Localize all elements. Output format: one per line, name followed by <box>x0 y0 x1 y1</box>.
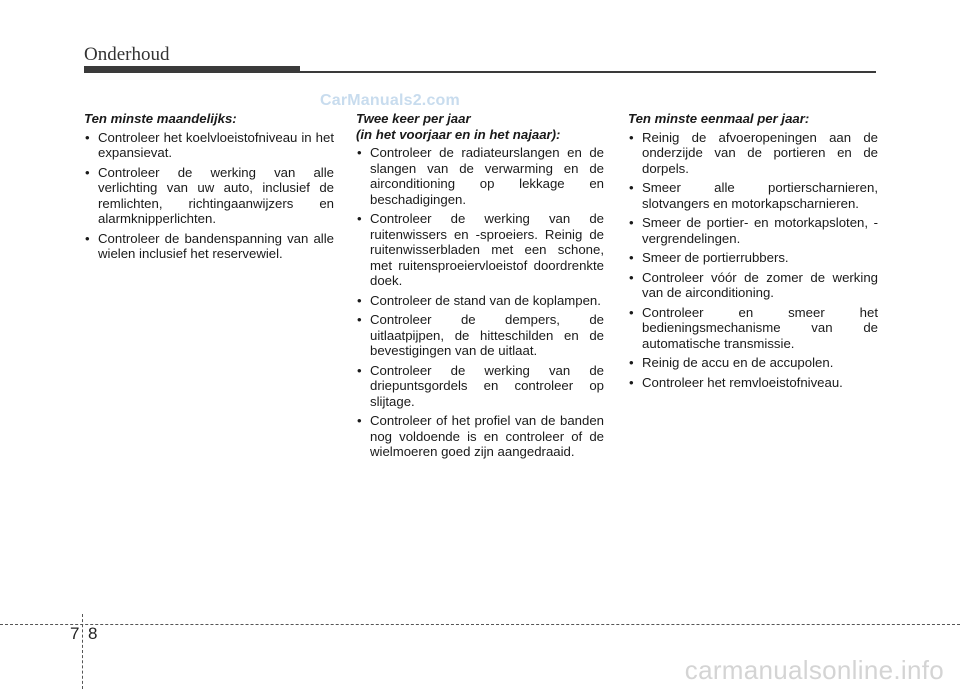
list-item: • Smeer alle portierscharnieren, slotvangers en motorkapscharnieren. <box>628 180 878 211</box>
header-bar <box>84 66 300 73</box>
page-title: Onderhoud <box>84 44 170 65</box>
list-item: • Controleer de dempers, de uitlaatpijpen, de hitteschilden en de bevestigingen van de uitlaat. <box>356 312 604 359</box>
column-heading: Ten minste eenmaal per jaar: <box>628 111 810 126</box>
list-item: • Controleer de bandenspanning van alle wielen inclusief het reservewiel. <box>84 231 334 262</box>
list-item: • Controleer vóór de zomer de werking van de airconditioning. <box>628 270 878 301</box>
column-heading: Twee keer per jaar (in het voorjaar en in het najaar): <box>356 111 561 142</box>
list-item: • Controleer en smeer het bedieningsmechanisme van de automatische transmissie. <box>628 305 878 352</box>
column-twice-yearly <box>356 111 604 464</box>
column-yearly <box>628 111 878 394</box>
maintenance-list <box>84 130 334 262</box>
maintenance-list <box>356 145 604 460</box>
list-item: • Reinig de accu en de accupolen. <box>628 355 878 371</box>
chapter-number: 7 <box>70 624 80 643</box>
list-item: • Controleer de stand van de koplampen. <box>356 293 604 309</box>
watermark-bottom: carmanualsonline.info <box>684 655 944 685</box>
list-item: • Smeer de portierrubbers. <box>628 250 878 266</box>
list-item: • Controleer de werking van de driepuntsgordels en controleer op slijtage. <box>356 363 604 410</box>
watermark-top: CarManuals2.com <box>320 92 460 109</box>
list-item: • Reinig de afvoeropeningen aan de onderzijde van de portieren en de dorpels. <box>628 130 878 177</box>
list-item: • Controleer de radiateurslangen en de slangen van de verwarming en de airconditioning op lekkage en beschadigingen. <box>356 145 604 207</box>
maintenance-list <box>628 130 878 391</box>
list-item: • Controleer de werking van de ruitenwissers en -sproeiers. Reinig de ruitenwisserbladen met een schone, met ruitensproeiervloeistof doordrenkte doek. <box>356 211 604 289</box>
footer-vertical-divider <box>82 614 83 689</box>
footer-divider <box>0 624 960 625</box>
header-rule <box>300 71 876 73</box>
list-item: • Smeer de portier- en motorkapsloten, -vergrendelingen. <box>628 215 878 246</box>
page-number: 8 <box>88 624 98 643</box>
list-item: • Controleer het koelvloeistofniveau in het expansievat. <box>84 130 334 161</box>
list-item: • Controleer de werking van alle verlichting van uw auto, inclusief de remlichten, richtingaanwijzers en alarmknipperlichten. <box>84 165 334 227</box>
list-item: • Controleer het remvloeistofniveau. <box>628 375 878 391</box>
column-monthly <box>84 111 334 266</box>
list-item: • Controleer of het profiel van de banden nog voldoende is en controleer of de wielmoeren goed zijn aangedraaid. <box>356 413 604 460</box>
column-heading: Ten minste maandelijks: <box>84 111 237 126</box>
